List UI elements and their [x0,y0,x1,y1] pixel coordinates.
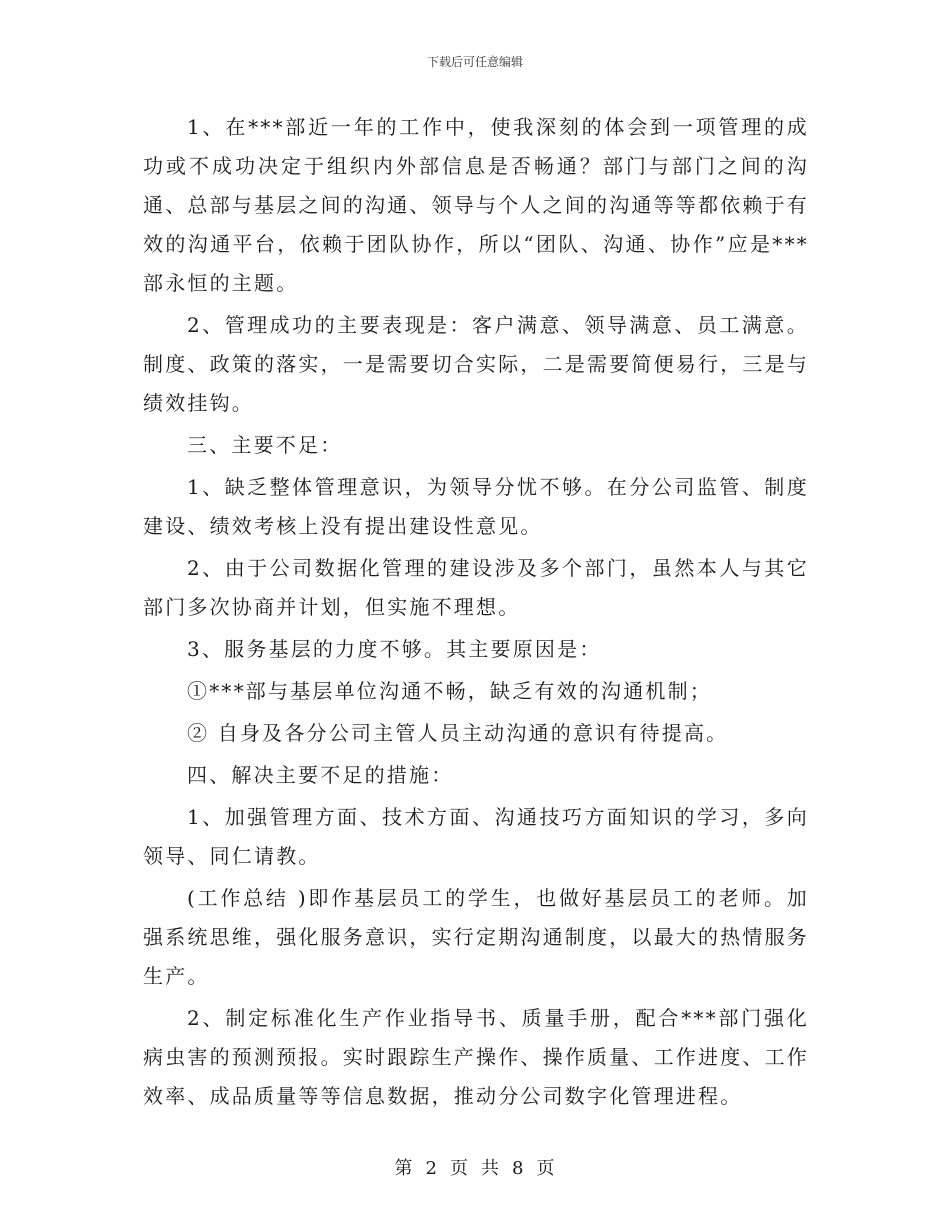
page-header: 下载后可任意编辑 [426,55,523,69]
page-footer [0,1154,950,1180]
footer-suffix: 页 [536,1158,556,1179]
section-heading-3: 三、主要不足： [187,433,343,457]
paragraph-1: 1、在***部近一年的工作中，使我深刻的体会到一项管理的成功或不成功决定于组织内外部信息是否畅通？部门与部门之间的沟通、总部与基层之间的沟通、领导与个人之间的沟通等等都依赖于有效的沟通平台，依赖于团队协作，所以“团队、沟通、协作”应是***部永恒的主题。 [143,115,809,295]
document-body [143,108,809,1119]
list-item-2: ② 自身及各分公司主管人员主动沟通的意识有待提高。 [187,721,729,745]
paragraph-7: (工作总结 )即作基层员工的学生，也做好基层员工的老师。加强系统思维，强化服务意识，实行定期沟通制度，以最大的热情服务生产。 [143,886,809,988]
total-pages-number: 8 [512,1158,525,1179]
footer-page-label: 页 [450,1158,469,1179]
section-heading-4: 四、解决主要不足的措施： [187,763,454,787]
paragraph-2: 2、管理成功的主要表现是：客户满意、领导满意、员工满意。制度、政策的落实，一是需要切合实际，二是需要简便易行，三是与绩效挂钩。 [143,313,809,415]
current-page-number: 2 [425,1158,438,1179]
paragraph-4: 2、由于公司数据化管理的建设涉及多个部门，虽然本人与其它部门多次协商并计划，但实施不理想。 [143,556,809,619]
paragraph-3: 1、缺乏整体管理意识，为领导分忧不够。在分公司监管、制度建设、绩效考核上没有提出建设性意见。 [143,475,809,538]
paragraph-5: 3、服务基层的力度不够。其主要原因是： [187,637,602,661]
footer-prefix: 第 [394,1158,414,1179]
paragraph-8: 2、制定标准化生产作业指导书、质量手册，配合***部门强化病虫害的预测预报。实时跟踪生产操作、操作质量、工作进度、工作效率、成品质量等等信息数据，推动分公司数字化管理进程。 [143,1006,809,1108]
footer-total-label: 共 [481,1158,500,1179]
paragraph-6: 1、加强管理方面、技术方面、沟通技巧方面知识的学习，多向领导、同仁请教。 [143,805,809,868]
list-item-1: ①***部与基层单位沟通不畅，缺乏有效的沟通机制； [187,679,712,703]
